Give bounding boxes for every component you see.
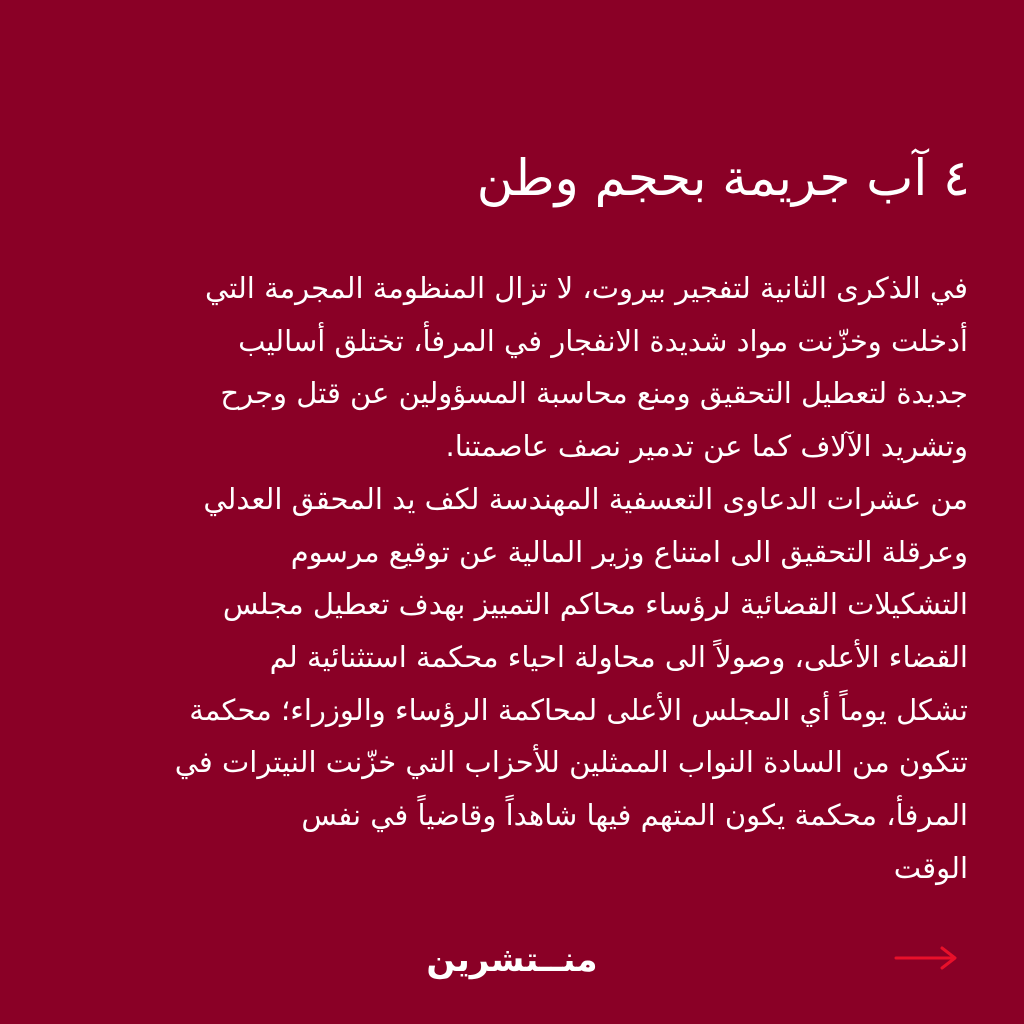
body-line: في الذكرى الثانية لتفجير بيروت، لا تزال المنظومة المجرمة التي — [205, 271, 968, 305]
arrow-right-icon — [892, 938, 962, 978]
body-line: تتكون من السادة النواب الممثلين للأحزاب التي خزّنت النيترات في — [174, 745, 968, 780]
body-line: القضاء الأعلى، وصولاً الى محاولة احياء محكمة استثنائية لم — [269, 639, 968, 674]
brand-logo-text: منــتشرين — [426, 940, 598, 980]
body-line: الوقت — [893, 850, 968, 885]
body-line: جديدة لتعطيل التحقيق ومنع محاسبة المسؤولين عن قتل وجرح — [220, 376, 968, 411]
body-line: من عشرات الدعاوى التعسفية المهندسة لكف يد المحقق العدلي — [203, 481, 968, 516]
body-line: وتشريد الآلاف كما عن تدمير نصف عاصمتنا. — [445, 429, 968, 464]
body-line: تشكل يوماً أي المجلس الأعلى لمحاكمة الرؤساء والوزراء؛ محكمة — [189, 692, 968, 727]
brand-logo — [0, 930, 1024, 990]
post-title: ٤ آب جريمة بحجم وطن — [476, 149, 970, 207]
body-line: المرفأ، محكمة يكون المتهم فيها شاهداً وقاضياً في نفس — [301, 798, 968, 833]
next-slide-button[interactable] — [892, 938, 962, 978]
body-line: التشكيلات القضائية لرؤساء محاكم التمييز بهدف تعطيل مجلس — [222, 587, 968, 622]
body-line: وعرقلة التحقيق الى امتناع وزير المالية عن توقيع مرسوم — [290, 534, 968, 569]
body-line: أدخلت وخزّنت مواد شديدة الانفجار في المرفأ، تختلق أساليب — [238, 323, 968, 358]
post-body — [36, 262, 968, 894]
